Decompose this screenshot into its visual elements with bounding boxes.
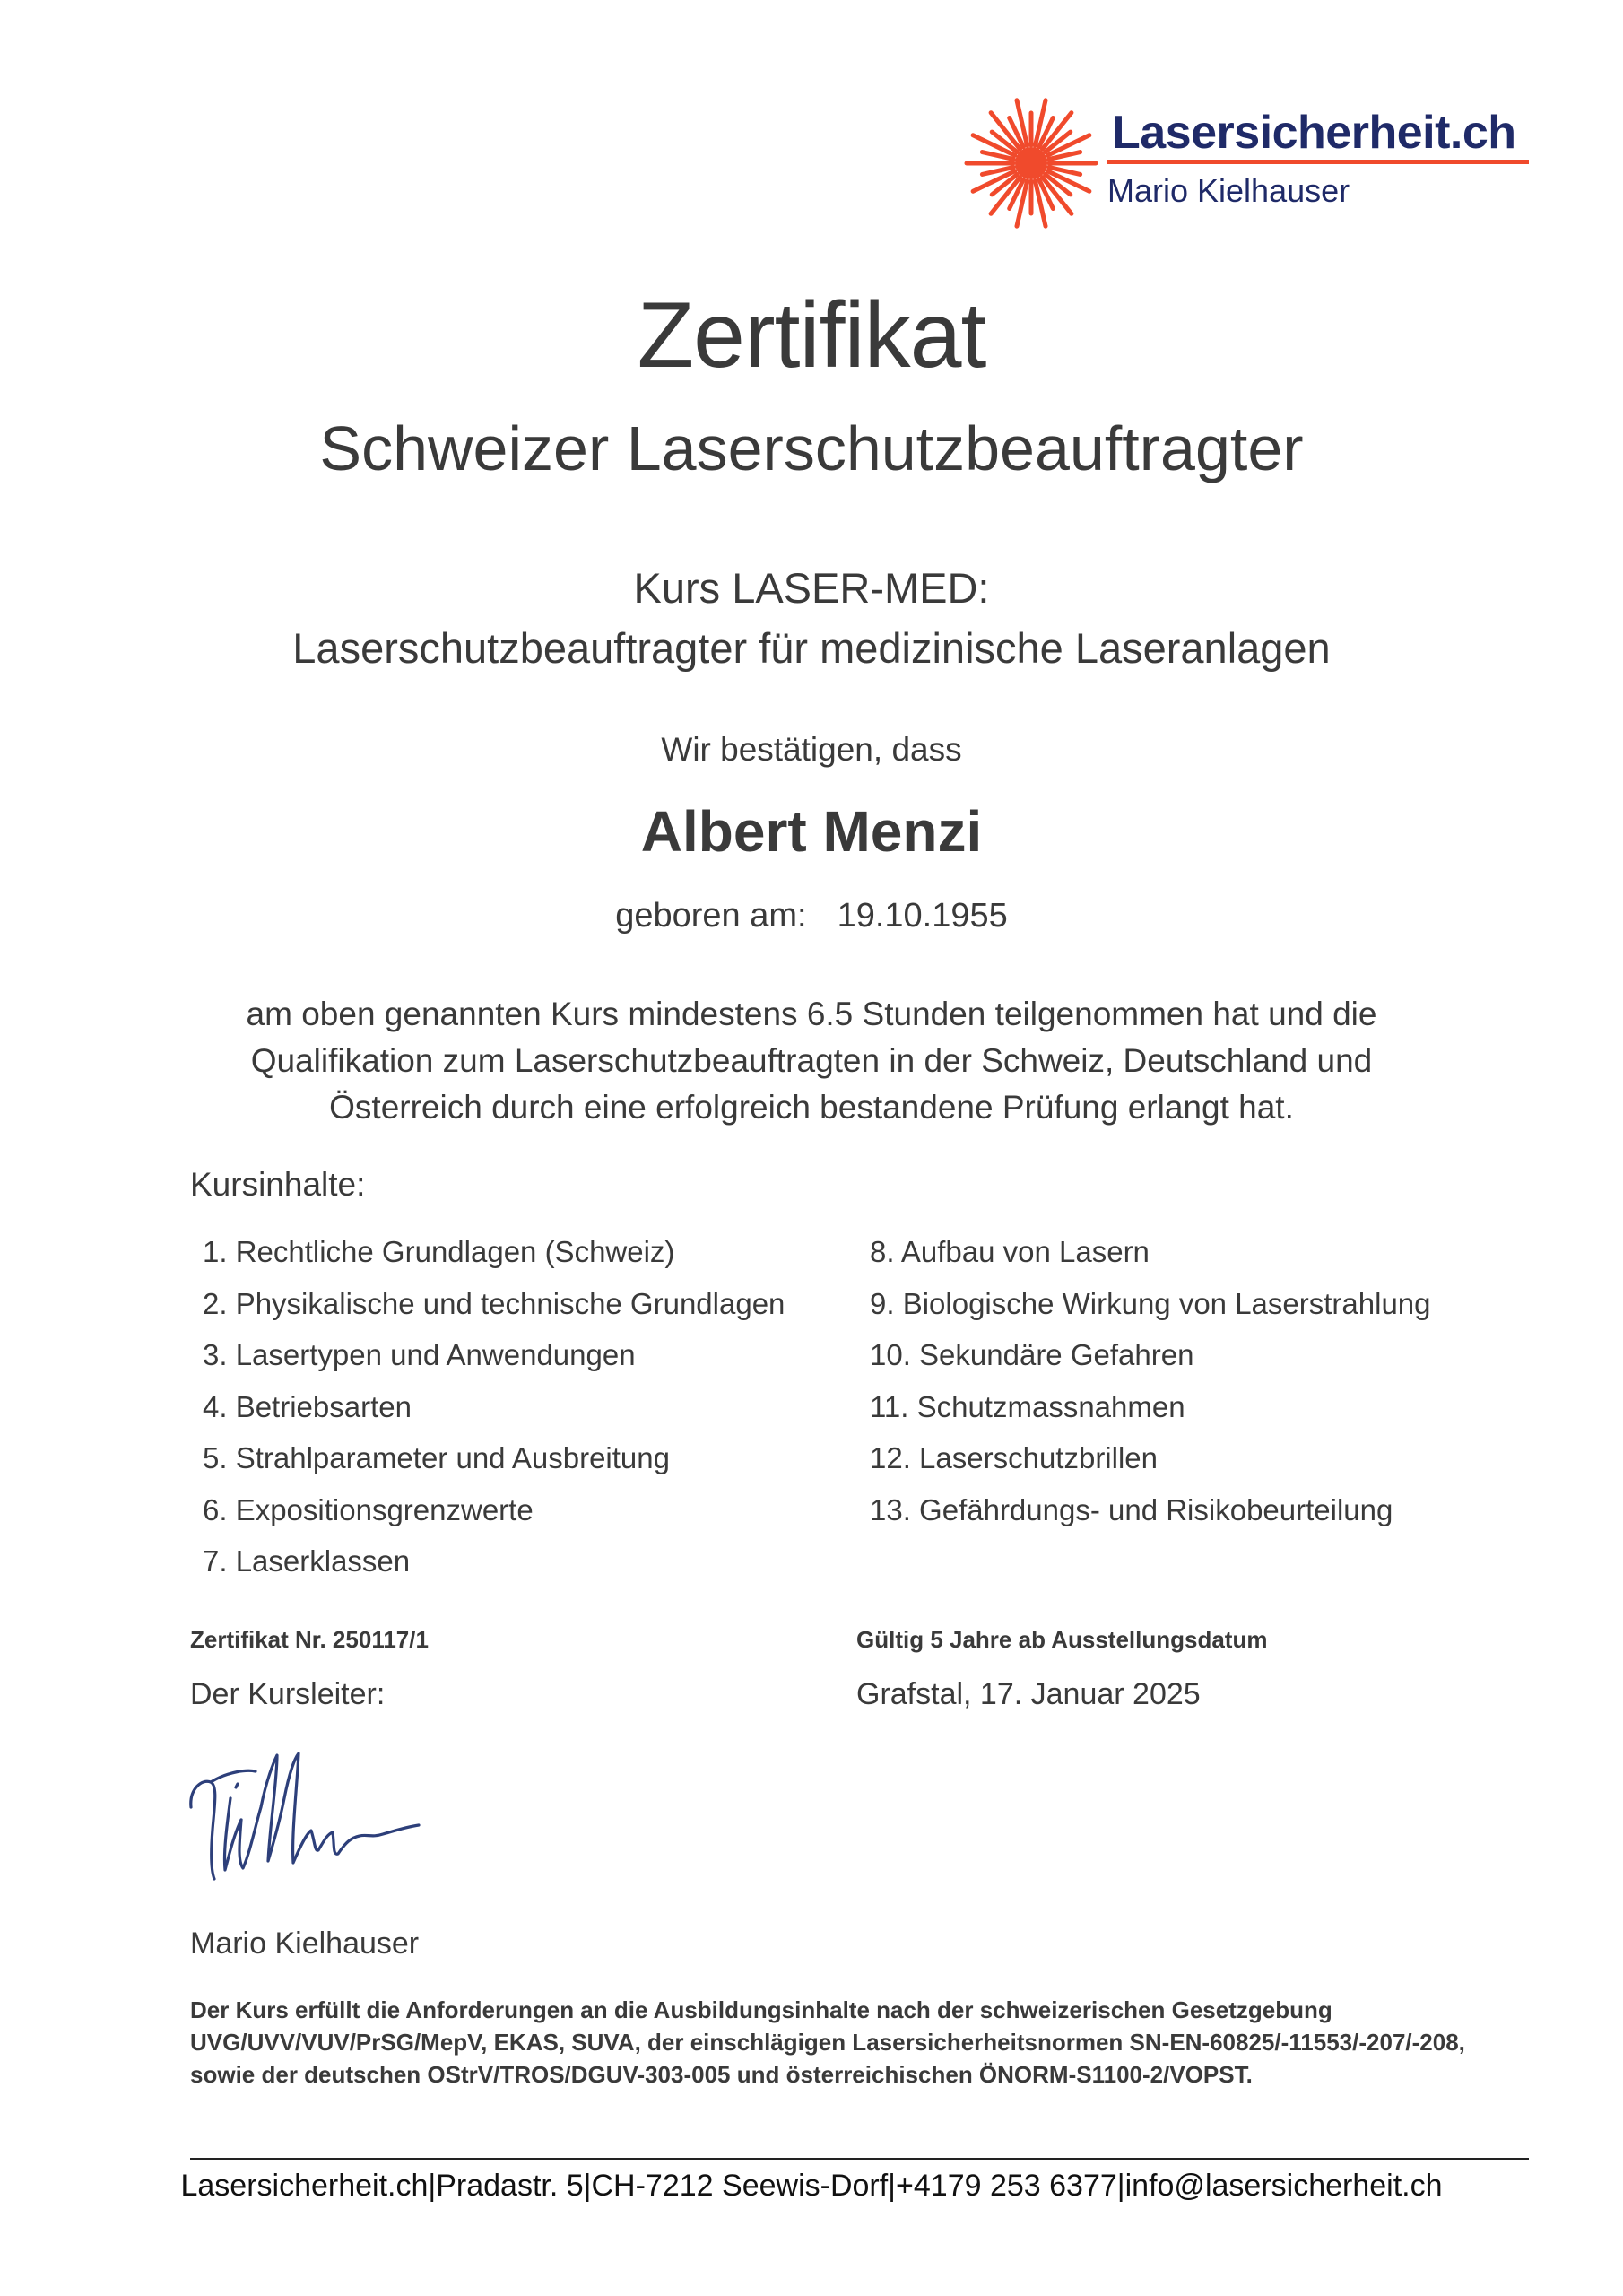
list-item: 10. Sekundäre Gefahren xyxy=(870,1338,1194,1371)
course-leader-label: Der Kursleiter: xyxy=(190,1677,386,1711)
footer-site: Lasersicherheit.ch xyxy=(180,2169,429,2203)
footer-separator: | xyxy=(583,2169,592,2203)
list-item: 7. Laserklassen xyxy=(203,1544,411,1578)
footer-phone: +4179 253 6377 xyxy=(896,2169,1117,2203)
list-item: 5. Strahlparameter und Ausbreitung xyxy=(203,1441,670,1474)
birth-date-label: geboren am: xyxy=(615,897,807,935)
laser-burst-icon xyxy=(955,90,1107,242)
list-item: 4. Betriebsarten xyxy=(203,1389,412,1423)
footer-street: Pradastr. 5 xyxy=(436,2169,584,2203)
list-item: 9. Biologische Wirkung von Laserstrahlung xyxy=(870,1286,1431,1320)
confirmation-text: Wir bestätigen, dass xyxy=(661,731,962,768)
list-item: 13. Gefährdungs- und Risikobeurteilung xyxy=(870,1492,1393,1526)
list-item: 3. Lasertypen und Anwendungen xyxy=(203,1338,636,1371)
legal-line: sowie der deutschen OStrV/TROS/DGUV-303-005 und österreichischen ÖNORM-S1100-2/VOPST. xyxy=(190,2061,1253,2088)
footer-separator: | xyxy=(888,2169,897,2203)
legal-line: Der Kurs erfüllt die Anforderungen an die Ausbildungsinhalte nach der schweizerischen Gesetzgebung xyxy=(190,1996,1332,2023)
list-item: 1. Rechtliche Grundlagen (Schweiz) xyxy=(203,1235,675,1268)
contents-list-left xyxy=(203,1226,785,1587)
list-item: 6. Expositionsgrenzwerte xyxy=(203,1492,534,1526)
list-item: 12. Laserschutzbrillen xyxy=(870,1441,1159,1474)
certificate-number: Zertifikat Nr. 250117/1 xyxy=(190,1626,429,1653)
footer-city: CH-7212 Seewis-Dorf xyxy=(591,2169,889,2203)
handwritten-signature xyxy=(184,1744,426,1888)
logo-underline xyxy=(1107,160,1529,164)
list-item: 8. Aufbau von Lasern xyxy=(870,1235,1150,1268)
paragraph-line: Österreich durch eine erfolgreich bestandene Prüfung erlangt hat. xyxy=(329,1089,1294,1126)
recipient-name: Albert Menzi xyxy=(640,799,983,864)
paragraph-line: Qualifikation zum Laserschutzbeauftragten in der Schweiz, Deutschland und xyxy=(250,1042,1373,1079)
signer-name: Mario Kielhauser xyxy=(190,1926,420,1961)
list-item: 2. Physikalische und technische Grundlagen xyxy=(203,1286,785,1320)
legal-notice xyxy=(190,1994,1535,2091)
list-item: 11. Schutzmassnahmen xyxy=(870,1389,1185,1423)
footer-separator: | xyxy=(1116,2169,1125,2203)
course-code: Kurs LASER-MED: xyxy=(633,564,990,612)
footer-contact xyxy=(0,2169,1623,2204)
logo-owner-name: Mario Kielhauser xyxy=(1107,172,1350,209)
validity-note: Gültig 5 Jahre ab Ausstellungsdatum xyxy=(856,1626,1268,1653)
certificate-subtitle: Schweizer Laserschutzbeauftragter xyxy=(319,413,1304,483)
place-and-date: Grafstal, 17. Januar 2025 xyxy=(856,1677,1201,1711)
company-logo xyxy=(964,90,1538,242)
certificate-title: Zertifikat xyxy=(637,283,986,387)
course-name: Laserschutzbeauftragter für medizinische Laseranlagen xyxy=(292,624,1331,672)
birth-date-line xyxy=(0,897,1623,935)
paragraph-line: am oben genannten Kurs mindestens 6.5 Stunden teilgenommen hat und die xyxy=(246,996,1377,1032)
qualification-paragraph xyxy=(0,991,1623,1131)
footer-separator: | xyxy=(428,2169,437,2203)
contents-list-right xyxy=(870,1226,1431,1535)
footer-email: info@lasersicherheit.ch xyxy=(1124,2169,1443,2203)
logo-brand-name: Lasersicherheit.ch xyxy=(1112,107,1516,159)
birth-date-value: 19.10.1955 xyxy=(837,897,1008,935)
legal-line: UVG/UVV/VUV/PrSG/MepV, EKAS, SUVA, der einschlägigen Lasersicherheitsnormen SN-EN-60825/-11553/-207/-208, xyxy=(190,2029,1465,2056)
footer-divider xyxy=(190,2158,1529,2160)
contents-heading: Kursinhalte: xyxy=(190,1166,366,1203)
